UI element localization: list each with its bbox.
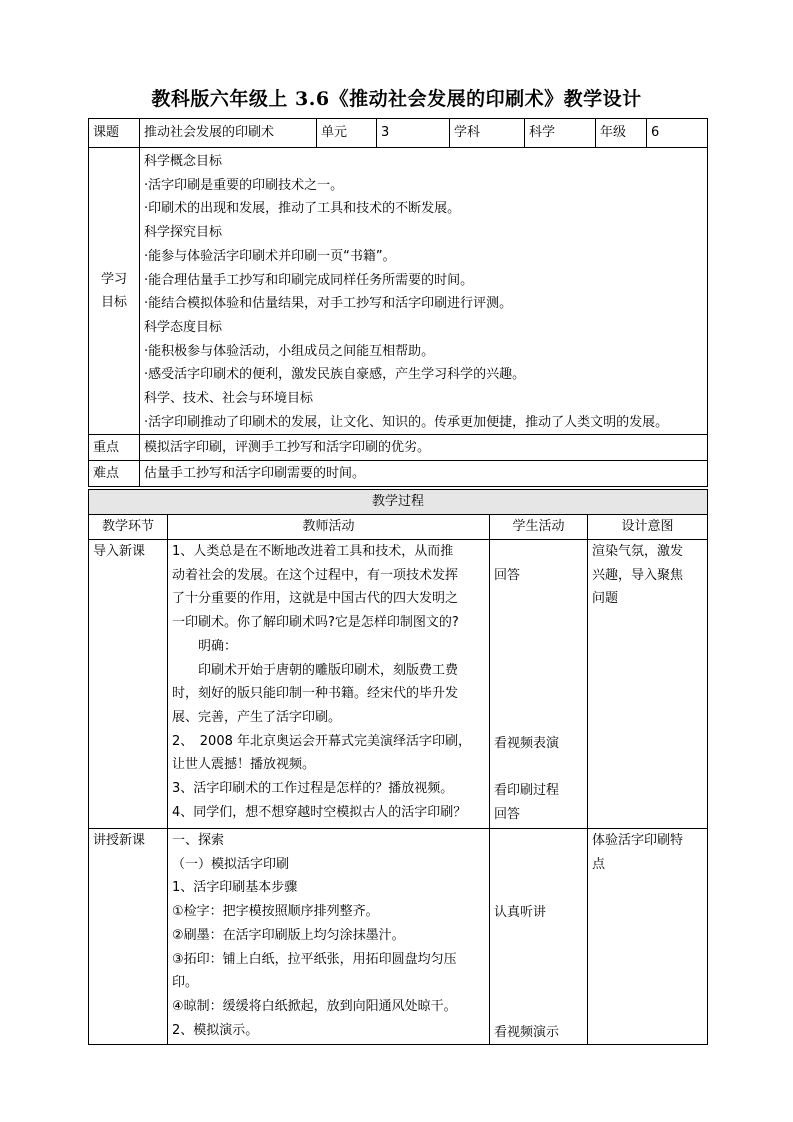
goal-line: ·能结合模拟体验和估量结果，对手工抄写和活字印刷进行评测。 xyxy=(144,296,513,312)
student-line xyxy=(494,588,583,612)
process-table xyxy=(88,489,708,1045)
student-line xyxy=(494,853,583,877)
teacher-line: 1、活字印刷基本步骤 xyxy=(172,880,298,896)
goal-line: ·能积极参与体验活动，小组成员之间能互相帮助。 xyxy=(144,343,435,359)
student-line: 回答 xyxy=(494,807,521,823)
student-line xyxy=(494,684,583,708)
header-intent: 设计意图 xyxy=(588,515,708,540)
process-row-intro xyxy=(89,540,708,829)
stage-intro: 导入新课 xyxy=(89,540,168,829)
page-title: 教科版六年级上 3.6《推动社会发展的印刷术》教学设计 xyxy=(151,88,642,110)
teacher-line: 时，刻好的版只能印制一种书籍。经宋代的毕升发 xyxy=(172,686,459,702)
student-line xyxy=(494,997,583,1021)
teacher-line: 印。 xyxy=(172,975,199,991)
student-teach xyxy=(490,829,588,1045)
teacher-line: 2、 2008 年北京奥运会开幕式完美演绎活字印刷， xyxy=(172,733,471,749)
teacher-line: 明确： xyxy=(172,638,238,654)
teacher-line: ③拓印：铺上白纸，拉平纸张，用拓印圆盘均匀压 xyxy=(172,951,457,967)
intent-line: 问题 xyxy=(592,591,619,607)
student-line: 回答 xyxy=(494,568,521,583)
goal-line: ·印刷术的出现和发展，推动了工具和技术的不断发展。 xyxy=(144,201,461,217)
intent-intro xyxy=(588,540,708,829)
student-line xyxy=(494,612,583,636)
intent-line: 渲染气氛，激发 xyxy=(592,544,684,559)
student-line: 看视频表演 xyxy=(494,735,560,751)
goal-line: ·活字印刷推动了印刷术的发展，让文化、知识的。传承更加便捷，推动了人类文明的发展。 xyxy=(144,414,669,430)
header-stage: 教学环节 xyxy=(89,515,168,540)
stage-teach: 讲授新课 xyxy=(89,829,168,1045)
teacher-line: 印刷术开始于唐朝的雕版印刷术，刻版费工费 xyxy=(172,662,459,678)
goal-line: 科学态度目标 xyxy=(144,319,223,335)
student-intro xyxy=(490,540,588,829)
goals-label: 学习目标 xyxy=(89,148,140,435)
teacher-line: 3、活字印刷术的工作过程是怎样的？播放视频。 xyxy=(172,781,454,797)
difficulty-value: 估量手工抄写和活字印刷需要的时间。 xyxy=(140,461,708,487)
teacher-line: 了十分重要的作用，这就是中国古代的四大发明之 xyxy=(172,591,459,607)
goal-line: ·感受活字印刷术的便利，激发民族自豪感，产生学习科学的兴趣。 xyxy=(144,367,526,383)
process-title: 教学过程 xyxy=(89,490,708,515)
subject-label: 学科 xyxy=(450,119,525,148)
teacher-line: ②刷墨：在活字印刷版上均匀涂抹墨汁。 xyxy=(172,927,405,943)
teacher-intro xyxy=(168,540,490,829)
teacher-line: 让世人震撼！播放视频。 xyxy=(172,757,316,773)
subject-value: 科学 xyxy=(525,119,596,148)
goal-line: ·能合理估量手工抄写和印刷完成同样任务所需要的时间。 xyxy=(144,272,474,288)
goal-line: 科学、技术、社会与环境目标 xyxy=(144,391,314,407)
header-student: 学生活动 xyxy=(490,515,588,540)
teacher-line: 一印刷术。你了解印刷术吗?它是怎样印制图文的? xyxy=(172,615,459,631)
goals-row xyxy=(89,148,708,435)
process-header-row xyxy=(89,515,708,540)
teacher-line: 1、人类总是在不断地改进着工具和技术，从而推 xyxy=(172,544,454,559)
info-table xyxy=(88,118,708,487)
teacher-line: 2、模拟演示。 xyxy=(172,1022,259,1038)
student-line xyxy=(494,708,583,732)
grade-label: 年级 xyxy=(596,119,647,148)
student-line xyxy=(494,877,583,901)
teacher-line: 动着社会的发展。在这个过程中，有一项技术发挥 xyxy=(172,567,459,583)
info-row xyxy=(89,119,708,148)
intent-line: 体验活字印刷特 xyxy=(592,833,684,848)
key-point-row xyxy=(89,435,708,461)
teacher-line: ①检字：把字模按照顺序排列整齐。 xyxy=(172,904,379,920)
student-line: 看视频演示 xyxy=(494,1024,560,1040)
student-line: 认真听讲 xyxy=(494,905,547,920)
difficulty-row xyxy=(89,461,708,487)
teacher-teach xyxy=(168,829,490,1045)
unit-value: 3 xyxy=(377,119,450,148)
difficulty-label: 难点 xyxy=(89,461,140,487)
process-title-row xyxy=(89,490,708,515)
lesson-label: 课题 xyxy=(89,119,140,148)
teacher-line: ④晾制：缓缓将白纸掀起，放到向阳通风处晾干。 xyxy=(172,998,457,1014)
unit-label: 单元 xyxy=(317,119,377,148)
student-line: 看印刷过程 xyxy=(494,783,560,799)
grade-value: 6 xyxy=(647,119,708,148)
student-line xyxy=(494,540,583,564)
goal-line: ·活字印刷是重要的印刷技术之一。 xyxy=(144,177,344,193)
student-line xyxy=(494,973,583,997)
student-line xyxy=(494,925,583,949)
process-row-teach xyxy=(89,829,708,1045)
student-line xyxy=(494,660,583,684)
teacher-line: 展、完善，产生了活字印刷。 xyxy=(172,709,342,725)
teacher-line: 一、探索 xyxy=(172,833,225,848)
goal-line: 科学探究目标 xyxy=(144,225,223,241)
student-line xyxy=(494,949,583,973)
teacher-line: 4、同学们，想不想穿越时空模拟古人的活字印刷？ xyxy=(172,804,467,820)
intent-line: 点 xyxy=(592,856,606,872)
teacher-line: （一）模拟活字印刷 xyxy=(172,856,290,872)
goal-line: ·能参与体验活字印刷术并印刷一页“书籍”。 xyxy=(144,248,396,264)
intent-line: 兴趣，导入聚焦 xyxy=(592,567,684,583)
goal-line: 科学概念目标 xyxy=(144,154,223,169)
key-point-label: 重点 xyxy=(89,435,140,461)
student-line xyxy=(494,829,583,853)
intent-teach xyxy=(588,829,708,1045)
student-line xyxy=(494,755,583,779)
goals-content xyxy=(140,148,708,435)
key-point-value: 模拟活字印刷，评测手工抄写和活字印刷的优劣。 xyxy=(140,435,708,461)
student-line xyxy=(494,636,583,660)
header-teacher: 教师活动 xyxy=(168,515,490,540)
lesson-value: 推动社会发展的印刷术 xyxy=(140,119,317,148)
